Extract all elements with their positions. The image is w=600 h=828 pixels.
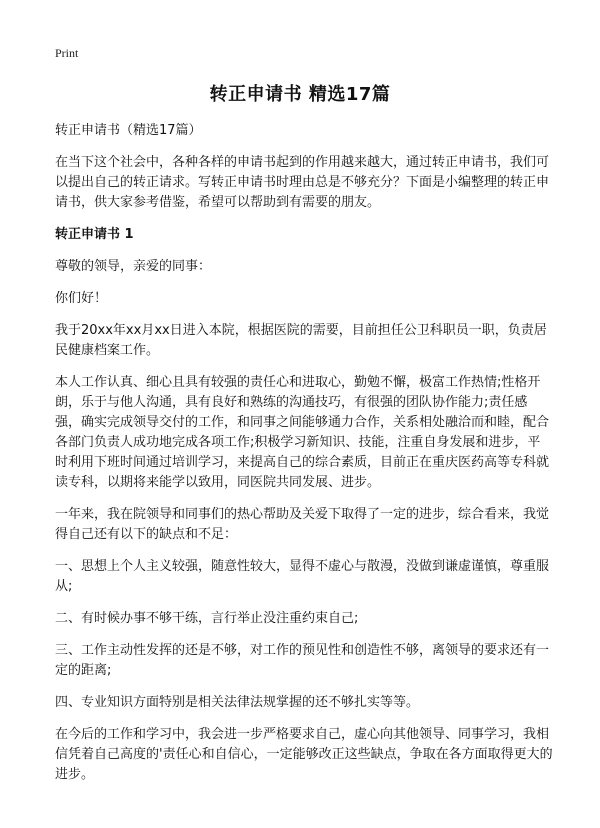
greeting: 你们好！ [55,291,108,306]
body-paragraph: 本人工作认真、细心且具有较强的责任心和进取心，勤勉不懈，极富工作热情;性格开朗，乐于与他人沟通，具有良好和熟练的沟通技巧，有很强的团队协作能力;责任感强，确实完成领导交付的工作，和同事之间能够通力合作，关系相处融洽而和睦，配合各部门负责人成功地完成各项工作;积极学习新知识、技能，注重自身发展和进步，平时利用下班时间通过培训学习，来提高自己的综合素质，目前正在重庆医药高等专科就读专科，以期将来能学以致用，同医院共同发展、进步。 [55,375,550,490]
body-paragraph: 三、工作主动性发挥的还是不够，对工作的预见性和创造性不够，离领导的要求还有一定的距离; [55,643,550,678]
body-paragraph: 四、专业知识方面特别是相关法律法规掌握的还不够扎实等等。 [55,695,420,710]
intro-paragraph: 在当下这个社会中，各种各样的申请书起到的作用越来越大，通过转正申请书，我们可以提出自己的转正请求。写转正申请书时理由总是不够充分？下面是小编整理的转正申请书，供大家参考借鉴，希望可以帮助到有需要的朋友。 [55,155,550,210]
body-paragraph: 一年来，我在院领导和同事们的热心帮助及关爱下取得了一定的进步，综合看来，我觉得自己还有以下的缺点和不足： [55,507,550,542]
section-heading: 转正申请书 1 [55,227,134,242]
body-paragraph: 二、有时候办事不够干练，言行举止没注重约束自己; [55,611,359,626]
body-paragraph: 在今后的工作和学习中，我会进一步严格要求自己，虚心向其他领导、同事学习，我相信凭着自己高度的'责任心和自信心，一定能够改正这些缺点，争取在各方面取得更大的进步。 [55,727,553,782]
document-body [55,121,553,797]
salutation: 尊敬的领导，亲爱的同事： [55,259,212,274]
document-subtitle: 转正申请书（精选17篇） [55,123,202,138]
body-paragraph: 我于20xx年xx月xx日进入本院，根据医院的需要，目前担任公卫科职员一职，负责居民健康档案工作。 [55,323,547,358]
document-title: 转正申请书 精选17篇 [209,84,391,105]
body-paragraph: 一、思想上个人主义较强，随意性较大，显得不虚心与散漫，没做到谦虚谨慎，尊重服从; [55,559,550,594]
print-link[interactable]: Print [55,46,79,60]
